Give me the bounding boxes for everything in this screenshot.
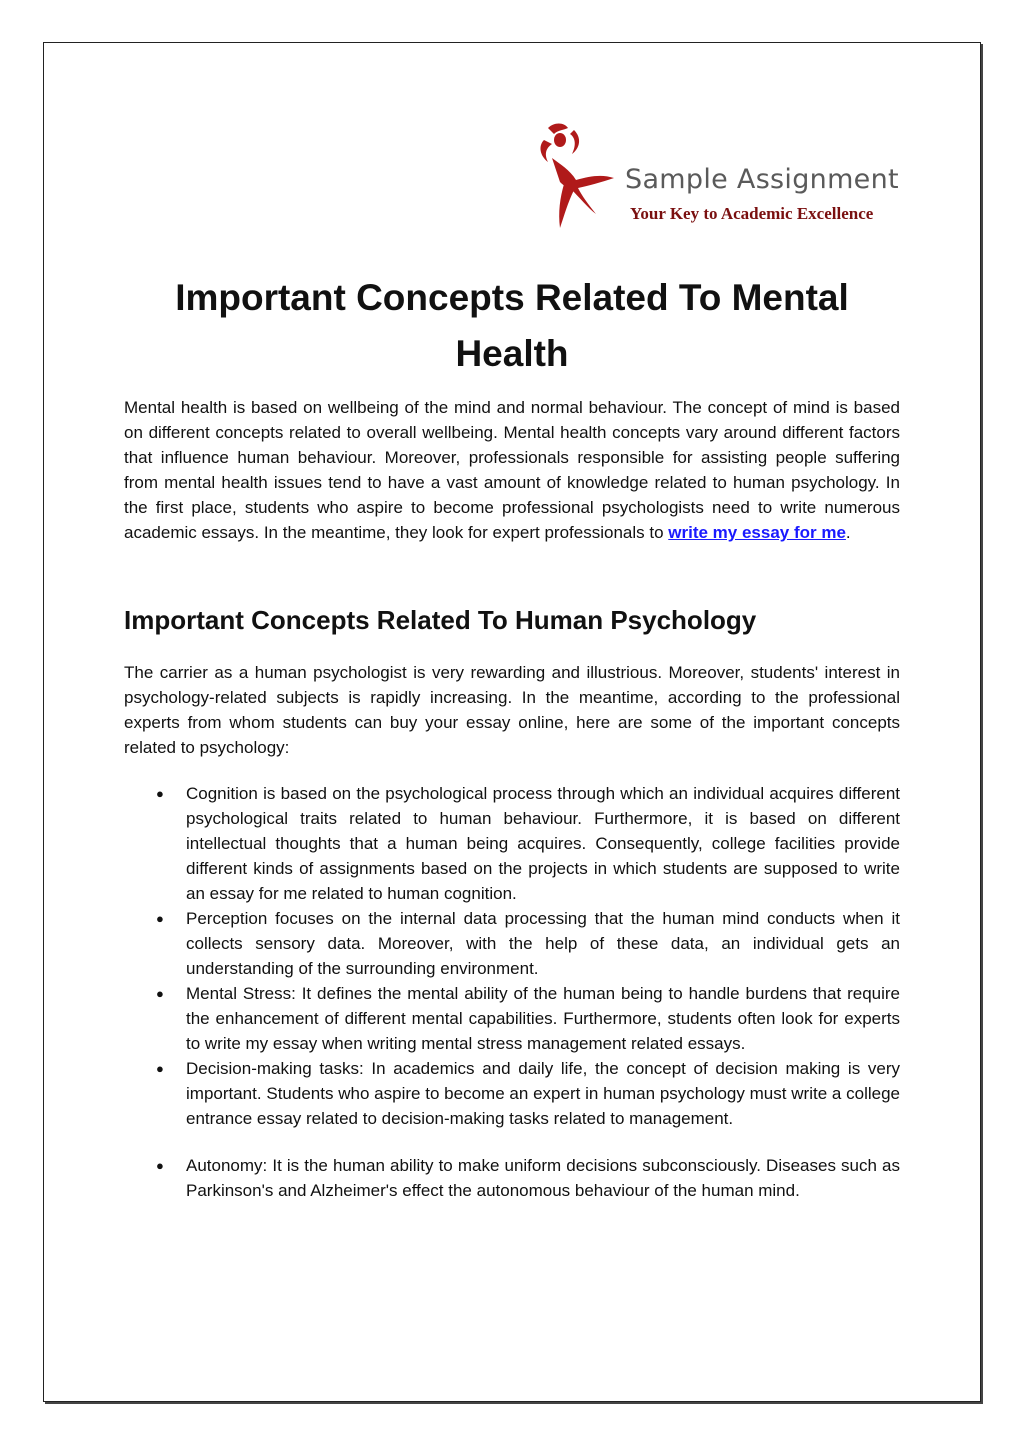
bullet-icon: ● (156, 911, 164, 926)
list-item-text: Autonomy: It is the human ability to make uniform decisions subconsciously. Diseases such as Parkinson's and Alzheimer's effect the autonomous behaviour of the human mind. (186, 1156, 900, 1200)
logo-name: Sample Assignment (625, 164, 899, 195)
page-title: Important Concepts Related To Mental Health (175, 277, 849, 374)
intro-end: . (845, 523, 851, 542)
intro-paragraph (124, 395, 900, 545)
list-item-text: Decision-making tasks: In academics and daily life, the concept of decision making is very important. Students who aspire to become an expert in human psychology must write a college entrance essay related to decision-making tasks related to management. (186, 1059, 900, 1128)
bullet-icon: ● (156, 986, 164, 1001)
logo-figure-icon (530, 118, 630, 236)
bullet-icon: ● (156, 786, 164, 801)
list-item (124, 981, 900, 1056)
logo-tagline: Your Key to Academic Excellence (630, 204, 874, 223)
bullet-icon: ● (156, 1061, 164, 1076)
list-item (124, 1153, 900, 1203)
list-item-text: Perception focuses on the internal data processing that the human mind conducts when it collects sensory data. Moreover, with the help of these data, an individual gets an understanding of the surrounding environment. (186, 909, 900, 978)
list-item (124, 906, 900, 981)
section-heading: Important Concepts Related To Human Psychology (124, 605, 757, 635)
write-my-essay-link[interactable]: write my essay for me (668, 523, 846, 542)
sample-assignment-logo (530, 118, 910, 236)
section-paragraph: The carrier as a human psychologist is very rewarding and illustrious. Moreover, students' interest in psychology-related subjects is rapidly increasing. In the meantime, according to the professional experts from whom students can buy your essay online, here are some of the important concepts related to psychology: (124, 663, 900, 757)
bullet-icon: ● (156, 1158, 164, 1173)
list-item (124, 1056, 900, 1131)
intro-text: Mental health is based on wellbeing of the mind and normal behaviour. The concept of mind is based on different concepts related to overall wellbeing. Mental health concepts vary around different factors that influence human behaviour. Moreover, professionals responsible for assisting people suffering from mental health issues tend to have a vast amount of knowledge related to human psychology. In the first place, students who aspire to become professional psychologists need to write numerous academic essays. In the meantime, they look for expert professionals to (124, 398, 900, 542)
list-item (124, 781, 900, 906)
list-item-text: Mental Stress: It defines the mental ability of the human being to handle burdens that require the enhancement of different mental capabilities. Furthermore, students often look for experts to write my essay when writing mental stress management related essays. (186, 984, 900, 1053)
list-item-text: Cognition is based on the psychological process through which an individual acquires different psychological traits related to human behaviour. Furthermore, it is based on different intellectual thoughts that a human being acquires. Consequently, college facilities provide different kinds of assignments based on the projects in which students are supposed to write an essay for me related to human cognition. (186, 784, 900, 903)
concepts-list (124, 781, 900, 1203)
